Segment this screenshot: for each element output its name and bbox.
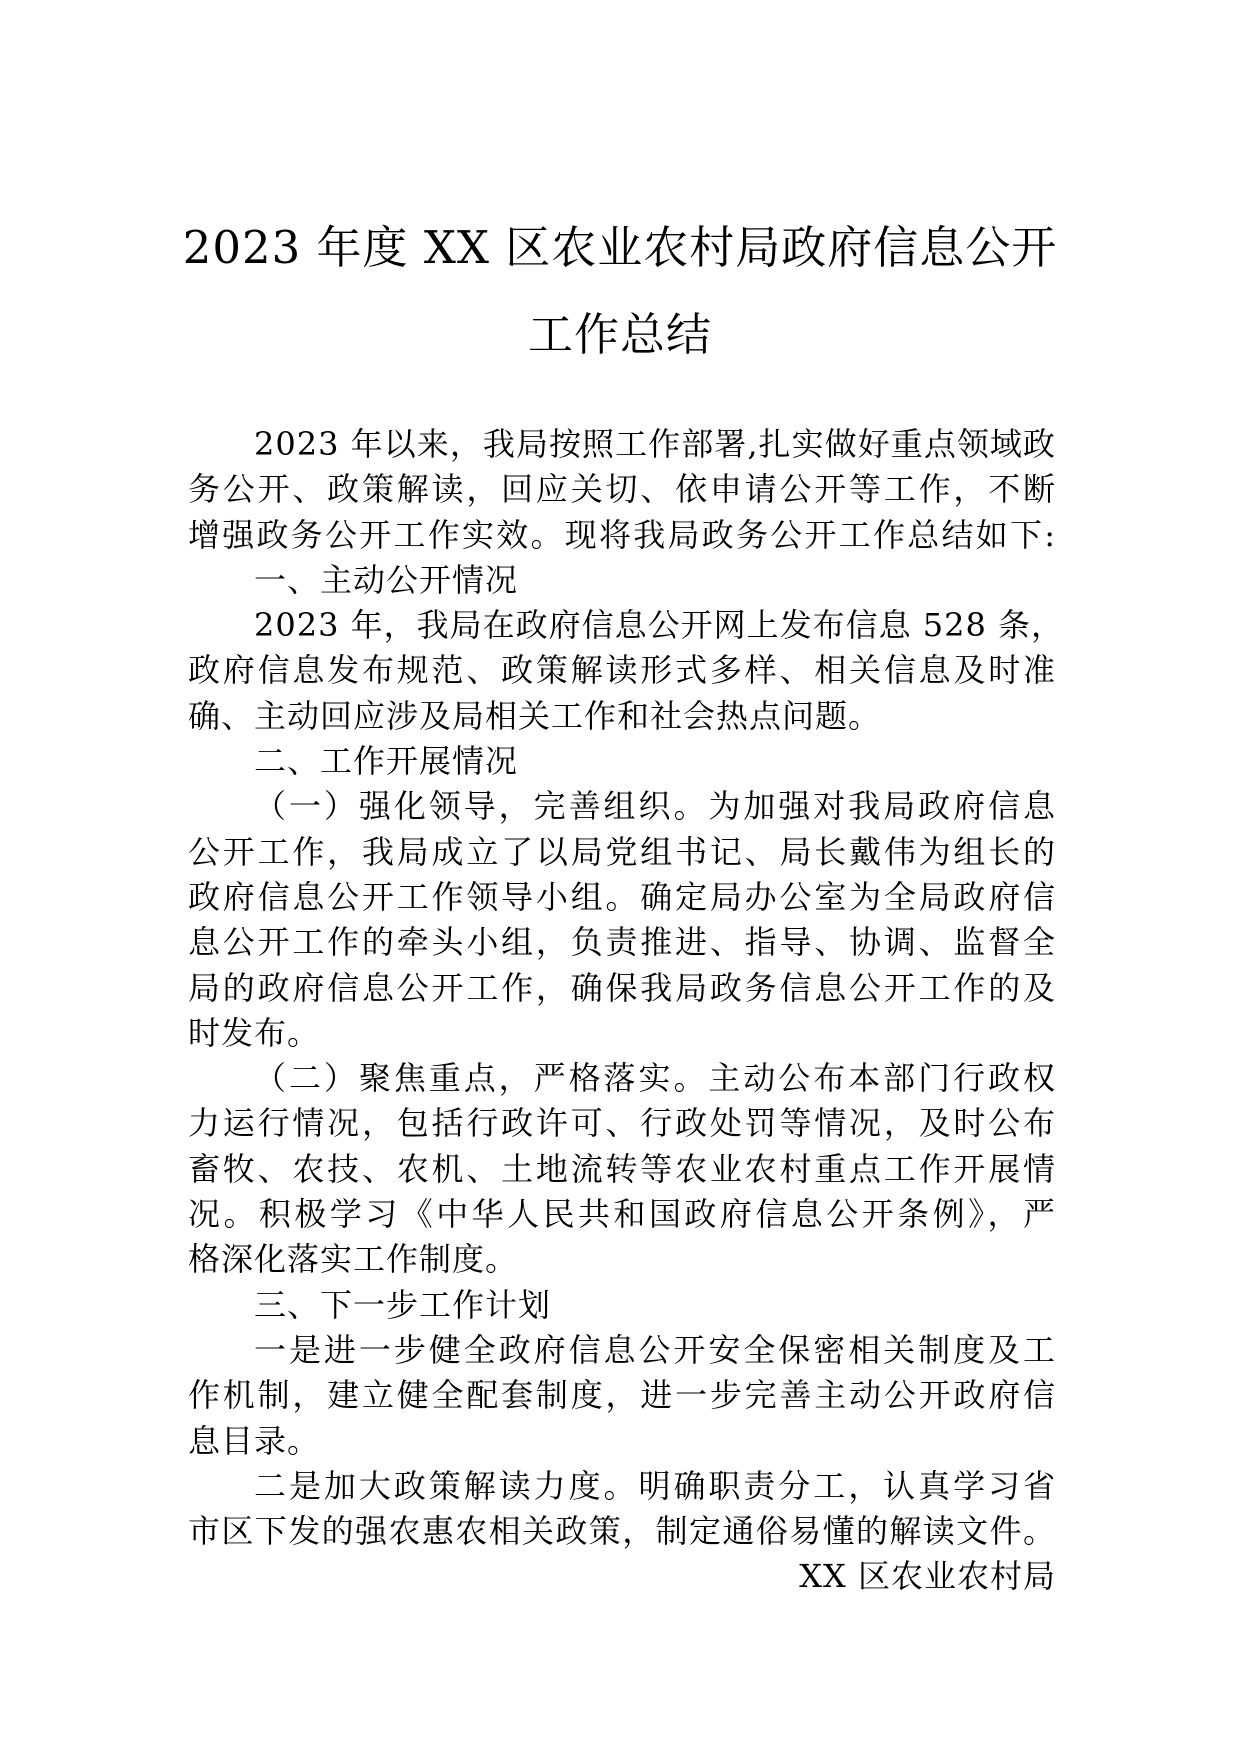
paragraph-item1-line-4: 息公开工作的牵头小组，负责推进、指导、协调、监督全 bbox=[188, 923, 1056, 962]
paragraph-intro-line-3: 增强政务公开工作实效。现将我局政务公开工作总结如下: bbox=[188, 515, 1056, 554]
paragraph-item2-line-3: 畜牧、农技、农机、土地流转等农业农村重点工作开展情 bbox=[188, 1149, 1056, 1188]
paragraph-intro-line-2: 务公开、政策解读，回应关切、依申请公开等工作，不断 bbox=[188, 470, 1056, 509]
paragraph-section1-line-2: 政府信息发布规范、政策解读形式多样、相关信息及时准 bbox=[188, 651, 1056, 690]
paragraph-item1-line-2: 公开工作，我局成立了以局党组书记、局长戴伟为组长的 bbox=[188, 832, 1056, 871]
paragraph-item2-line-5: 格深化落实工作制度。 bbox=[188, 1240, 519, 1279]
paragraph-item1-line-6: 时发布。 bbox=[188, 1013, 321, 1052]
paragraph-item1-line-5: 局的政府信息公开工作，确保我局政务信息公开工作的及 bbox=[188, 968, 1056, 1007]
section-heading-1: 一、主动公开情况 bbox=[254, 560, 519, 599]
paragraph-item2-line-4: 况。积极学习《中华人民共和国政府信息公开条例》，严 bbox=[188, 1195, 1056, 1234]
document-title-line-2: 工作总结 bbox=[527, 308, 712, 361]
signature-department: XX 区农业农村局 bbox=[799, 1557, 1056, 1596]
paragraph-plan1-line-3: 息目录。 bbox=[188, 1421, 321, 1460]
paragraph-item2-line-1: （二）聚焦重点，严格落实。主动公布本部门行政权 bbox=[254, 1059, 1056, 1098]
section-heading-3: 三、下一步工作计划 bbox=[254, 1285, 552, 1324]
paragraph-plan1-line-2: 作机制，建立健全配套制度，进一步完善主动公开政府信 bbox=[188, 1376, 1056, 1415]
document-title-line-1: 2023 年度 XX 区农业农村局政府信息公开 bbox=[182, 221, 1058, 274]
paragraph-section1-line-1: 2023 年，我局在政府信息公开网上发布信息 528 条， bbox=[254, 606, 1065, 645]
paragraph-plan2-line-1: 二是加大政策解读力度。明确职责分工，认真学习省 bbox=[254, 1466, 1056, 1505]
paragraph-item1-line-3: 政府信息公开工作领导小组。确定局办公室为全局政府信 bbox=[188, 877, 1056, 916]
paragraph-intro-line-1: 2023 年以来，我局按照工作部署,扎实做好重点领域政 bbox=[254, 425, 1056, 463]
paragraph-item2-line-2: 力运行情况，包括行政许可、行政处罚等情况，及时公布 bbox=[188, 1104, 1056, 1143]
paragraph-section1-line-3: 确、主动回应涉及局相关工作和社会热点问题。 bbox=[188, 696, 882, 735]
paragraph-plan1-line-1: 一是进一步健全政府信息公开安全保密相关制度及工 bbox=[254, 1330, 1056, 1369]
paragraph-plan2-line-2: 市区下发的强农惠农相关政策，制定通俗易懂的解读文件。 bbox=[188, 1512, 1056, 1551]
document-body bbox=[188, 422, 1065, 1600]
section-heading-2: 二、工作开展情况 bbox=[254, 742, 519, 781]
paragraph-item1-line-1: （一）强化领导，完善组织。为加强对我局政府信息 bbox=[254, 787, 1056, 826]
